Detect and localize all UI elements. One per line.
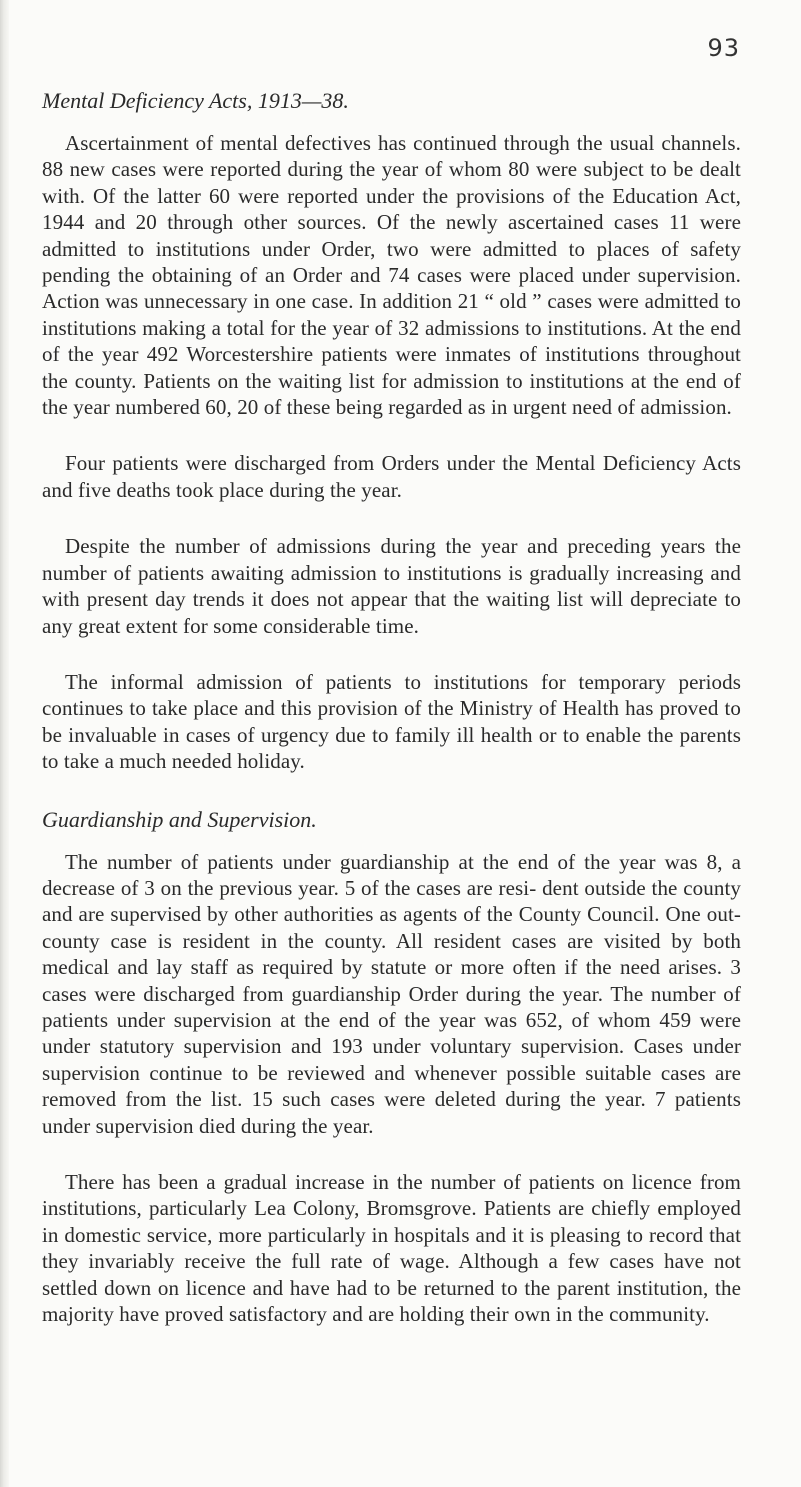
paragraph-discharges: Four patients were discharged from Orders under the Mental Deficiency Acts and five deaths took place during the year.: [42, 451, 741, 502]
paragraph-ascertainment: Ascertainment of mental defectives has continued through the usual channels. 88 new cases were reported during the year of whom 80 were subject to be dealt with. Of the latter 60 were reported under the provisions of the Education Act, 1944 and 20 through other sources. Of the newly ascertained cases 11 were admitted to institutions under Order, two were admitted to places of safety pending the obtaining of an Order and 74 cases were placed under supervision. Action was unnecessary in one case. In addition 21 “ old ” cases were admitted to institutions making a total for the year of 32 admissions to institutions. At the end of the year 492 Worcestershire patients were inmates of institutions throughout the county. Patients on the waiting list for admission to institutions at the end of the year numbered 60, 20 of these being regarded as in urgent need of admission.: [42, 131, 741, 420]
section-heading-mental-deficiency-acts: Mental Deficiency Acts, 1913—38.: [42, 88, 349, 113]
paragraph-informal-admission: The informal admission of patients to institutions for temporary periods continues to take place and this provision of the Ministry of Health has proved to be invaluable in cases of urgency due to family ill health or to enable the parents to take a much needed holiday.: [42, 669, 741, 774]
paragraph-licence: There has been a gradual increase in the number of patients on licence from institutions, particularly Lea Colony, Bromsgrove. Patients are chiefly employed in domestic service, more particularly in hospitals and it is pleasing to record that they invariably receive the full rate of wage. Although a few cases have not settled down on licence and have had to be returned to the parent institution, the majority have proved satisfactory and are holding their own in the community.: [42, 1170, 741, 1327]
paragraph-waiting-list: Despite the number of admissions during the year and preceding years the number of patients awaiting admission to institutions is gradually increasing and with present day trends it does not appear that the waiting list will depreciate to any great extent for some considerable time.: [42, 534, 741, 638]
page-body: [42, 86, 741, 1357]
paragraph-guardianship: The number of patients under guardianship at the end of the year was 8, a decrease of 3 on the previous year. 5 of the cases are resi- dent outside the county and are supervised by other authorities as agents of the County Council. One out-county case is resident in the county. All resident cases are visited by both medical and lay staff as required by statute or more often if the need arises. 3 cases were discharged from guardianship Order during the year. The number of patients under supervision at the end of the year was 652, of whom 459 were under statutory supervision and 193 under voluntary supervision. Cases under supervision continue to be reviewed and whenever possible suitable cases are removed from the list. 15 such cases were deleted during the year. 7 patients under supervision died during the year.: [42, 849, 741, 1138]
section-heading-guardianship-supervision: Guardianship and Supervision.: [42, 806, 317, 832]
page-binding-edge: [0, 0, 9, 1487]
page-number: 93: [707, 34, 740, 62]
